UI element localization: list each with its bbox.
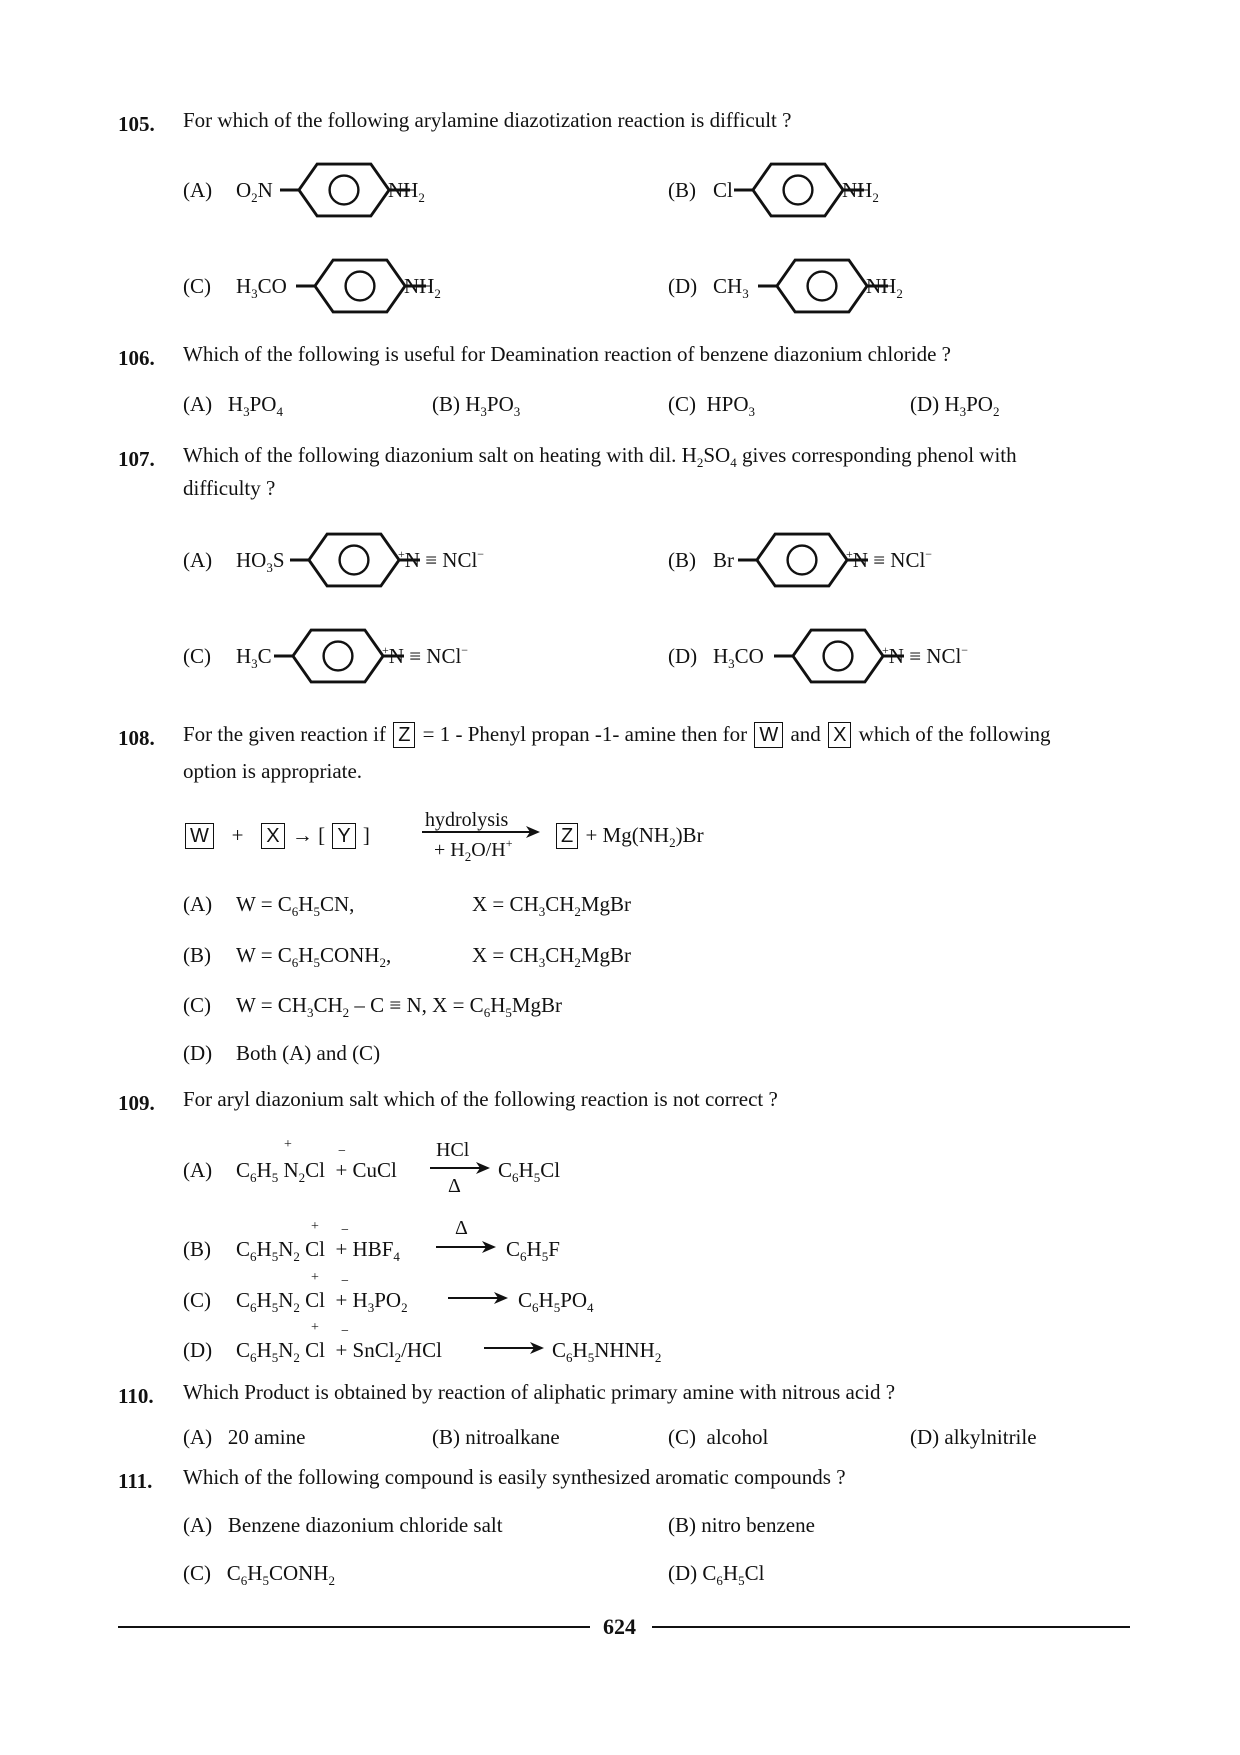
option-c-amine: $NH_2$ <box>404 274 441 301</box>
question-number: 110. <box>118 1384 154 1408</box>
option-c-substituent: $H_3C$ <box>236 644 272 671</box>
arrow-above-label: HCl <box>436 1139 470 1161</box>
option-a: (A) $H_3PO_4$ <box>183 392 283 419</box>
option-c-label: (C) <box>183 993 211 1017</box>
option-d-amine: $NH_2$ <box>866 274 903 301</box>
question-text: For aryl diazonium salt which of the following reaction is not correct ? <box>183 1087 778 1111</box>
question-number: 108. <box>118 726 155 750</box>
question-text: Which Product is obtained by reaction of aliphatic primary amine with nitrous acid ? <box>183 1380 896 1404</box>
option-b-reactant: $C_6H_5N_2$ $Cl + HBF_4$ <box>236 1237 400 1264</box>
anion-charge: − <box>341 1274 349 1289</box>
option-b: (B) $H_3PO_3$ <box>432 392 521 419</box>
cation-charge: + <box>311 1320 319 1335</box>
question-text-line-1: Which of the following diazonium salt on heating with dil. $H_2SO_4$ gives corresponding phenol with <box>183 443 1017 470</box>
option-b-substituent: Cl <box>713 178 733 202</box>
option-d-diazonium: +N ≡ NCl− <box>882 643 969 668</box>
option-a-substituent: $HO_3S$ <box>236 548 285 575</box>
question-text-line-1: For the given reaction if Z = 1 - Phenyl propan -1- amine then for W and X which of the following <box>183 722 1051 746</box>
option-c-text: $W = CH_3CH_2 - C \equiv N$, $X = C_6H_5MgBr$ <box>236 993 563 1020</box>
option-b: (B) nitroalkane <box>432 1425 560 1449</box>
option-d-label: (D) <box>183 1041 213 1065</box>
option-b-label: (B) <box>183 943 211 967</box>
option-d-text: Both (A) and (C) <box>236 1041 381 1065</box>
reaction-arrow <box>436 1239 498 1255</box>
option-d-label: (D) <box>668 644 698 668</box>
option-a-label: (A) <box>183 178 213 202</box>
option-a-label: (A) <box>183 1158 213 1182</box>
arrow-above-label: Δ <box>455 1217 468 1239</box>
arrow-below-label: Δ <box>448 1175 461 1197</box>
option-d: (D) alkylnitrile <box>910 1425 1037 1449</box>
option-c-label: (C) <box>183 644 211 668</box>
option-b-label: (B) <box>668 178 696 202</box>
reaction-arrow <box>430 1160 492 1176</box>
question-number: 109. <box>118 1091 155 1115</box>
option-c: (C) $C_6H_5CONH_2$ <box>183 1561 335 1588</box>
option-c-substituent: $H_3CO$ <box>236 274 287 301</box>
option-b-substituent: Br <box>713 548 734 572</box>
option-b-diazonium: +N ≡ NCl− <box>846 547 933 572</box>
cation-charge: + <box>284 1137 292 1152</box>
option-a: (A) Benzene diazonium chloride salt <box>183 1513 503 1537</box>
option-b-w: $W = C_6H_5CONH_2$, <box>236 943 392 970</box>
option-a-w: $W = C_6H_5CN$, <box>236 892 355 919</box>
reaction-scheme: W + X → [ Y ] <box>183 823 370 849</box>
question-text-line-2: option is appropriate. <box>183 759 363 783</box>
option-b: (B) nitro benzene <box>668 1513 815 1537</box>
question-text: For which of the following arylamine diazotization reaction is difficult ? <box>183 108 792 132</box>
anion-charge: − <box>338 1144 346 1159</box>
question-text: Which of the following is useful for Deamination reaction of benzene diazonium chloride ? <box>183 342 951 366</box>
reaction-arrow <box>484 1340 546 1356</box>
reaction-product: $Z + Mg(NH_2)Br$ <box>554 823 704 849</box>
option-c-label: (C) <box>183 274 211 298</box>
question-number: 105. <box>118 112 155 136</box>
footer-rule-right <box>652 1626 1130 1628</box>
option-c-product: $C_6H_5PO_4$ <box>518 1288 594 1315</box>
option-c: (C) alcohol <box>668 1425 769 1449</box>
question-text: Which of the following compound is easily synthesized aromatic compounds ? <box>183 1465 846 1489</box>
option-a-diazonium: +N ≡ NCl− <box>398 547 485 572</box>
anion-charge: − <box>341 1223 349 1238</box>
cation-charge: + <box>311 1219 319 1234</box>
option-d-label: (D) <box>183 1338 213 1362</box>
option-a-x: $X = CH_3CH_2MgBr$ <box>472 892 632 919</box>
question-text-line-2: difficulty ? <box>183 476 276 500</box>
option-c: (C) $HPO_3$ <box>668 392 756 419</box>
option-a-substituent: $O_2N$ <box>236 178 273 205</box>
question-number: 111. <box>118 1469 153 1493</box>
footer-rule-left <box>118 1626 590 1628</box>
option-b-amine: $NH_2$ <box>842 178 879 205</box>
option-c-reactant: $C_6H_5N_2$ $Cl + H_3PO_2$ <box>236 1288 408 1315</box>
option-b-x: $X = CH_3CH_2MgBr$ <box>472 943 632 970</box>
option-a-label: (A) <box>183 548 213 572</box>
option-a-label: (A) <box>183 892 213 916</box>
reaction-arrow <box>422 824 542 840</box>
anion-charge: − <box>341 1324 349 1339</box>
option-d-product: $C_6H_5NHNH_2$ <box>552 1338 662 1365</box>
option-a-reactant: $C_6H_5$ $N_2Cl$ + CuCl <box>236 1158 397 1185</box>
cation-charge: + <box>311 1270 319 1285</box>
option-b-label: (B) <box>183 1237 211 1261</box>
option-d-label: (D) <box>668 274 698 298</box>
option-c-diazonium: +N ≡ NCl− <box>382 643 469 668</box>
option-a-amine: $NH_2$ <box>388 178 425 205</box>
option-d-substituent: $CH_3$ <box>713 274 749 301</box>
option-d-reactant: $C_6H_5N_2$ Cl + SnCl$_2$/HCl <box>236 1338 442 1365</box>
arrow-below-label: + $H_2O/H^+$ <box>434 836 513 864</box>
question-number: 106. <box>118 346 155 370</box>
page-number: 624 <box>603 1614 636 1639</box>
option-d: (D) $C_6H_5Cl$ <box>668 1561 765 1588</box>
option-b-label: (B) <box>668 548 696 572</box>
question-number: 107. <box>118 447 155 471</box>
option-d: (D) $H_3PO_2$ <box>910 392 1000 419</box>
option-d-substituent: $H_3CO$ <box>713 644 764 671</box>
option-c-label: (C) <box>183 1288 211 1312</box>
option-a: (A) 20 amine <box>183 1425 306 1449</box>
arrow-above-label: hydrolysis <box>425 809 509 831</box>
reaction-arrow <box>448 1290 510 1306</box>
option-a-product: $C_6H_5Cl$ <box>498 1158 561 1185</box>
option-b-product: $C_6H_5F$ <box>506 1237 560 1264</box>
